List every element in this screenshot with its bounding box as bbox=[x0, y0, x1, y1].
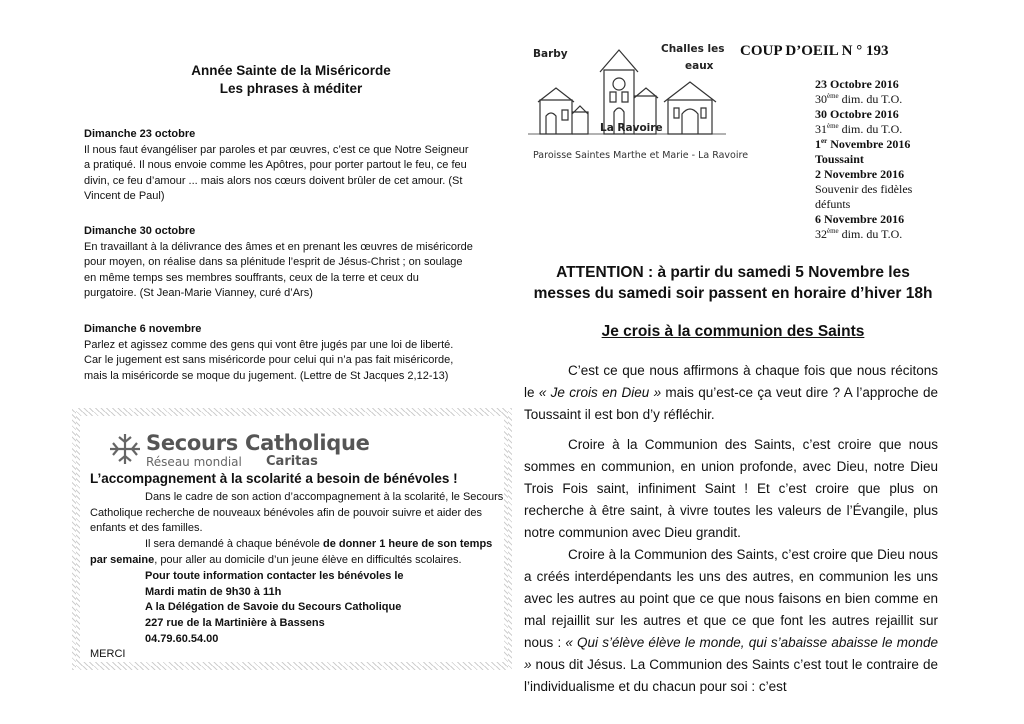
p3-text-a: Croire à la Communion des Saints, c’est croire que Dieu nous a créés interdépendants les uns des autres, en communion les uns avec les autres au point que ce que nous faisons en bien comme en mal rejaillit sur les autres et que ce que font les autres rejaillit sur nous : bbox=[524, 547, 938, 650]
date-detail-text: dim. du T.O. bbox=[838, 92, 903, 106]
ordinal-suffix: er bbox=[821, 137, 828, 145]
date-detail: défunts bbox=[815, 197, 851, 211]
paroisse-caption: Paroisse Saintes Marthe et Marie - La Ravoire bbox=[533, 150, 749, 161]
secours-logo-caritas: Caritas bbox=[266, 454, 318, 469]
phrase-block bbox=[84, 322, 504, 384]
secours-heading: L’accompagnement à la scolarité a besoin de bénévoles ! bbox=[90, 471, 458, 486]
place-challes-line1: Challes les bbox=[661, 43, 725, 55]
phrase-text: En travaillant à la délivrance des âmes et en prenant les œuvres de miséricorde pour moyen, on réalise dans sa plénitude l’esprit de Jésus-Christ ; on soulage en même temps ses membres souffrants, ceux de la terre et ceux du purgatoire. (St Jean-Marie Vianney, curé d’Ars) bbox=[84, 240, 473, 299]
secours-logo-network: Réseau mondial bbox=[146, 455, 242, 469]
secours-merci: MERCI bbox=[90, 648, 126, 660]
ordinal-suffix: ème bbox=[827, 122, 839, 130]
date-item: 23 Octobre 2016 bbox=[815, 77, 899, 91]
left-title-line1: Année Sainte de la Miséricorde bbox=[191, 63, 391, 78]
phrase-block bbox=[84, 224, 504, 302]
date-feast: Toussaint bbox=[815, 152, 864, 166]
phrase-block bbox=[84, 127, 504, 205]
p3-text-b: nous dit Jésus. La Communion des Saints c’est tout le contraire de l’individualisme et du chacun pour soi : c’est bbox=[524, 657, 938, 694]
secours-paragraph-2 bbox=[90, 537, 510, 568]
place-la-ravoire: La Ravoire bbox=[600, 122, 663, 134]
p2-text: Croire à la Communion des Saints, c’est croire que nous sommes en communion, en union profonde, avec Dieu, notre Dieu Trois Fois saint, infiniment Saint ! Et c’est croire que plus on recherche à être saint, à vivre toutes les valeurs de l’Évangile, plus notre communion avec Dieu grandit. bbox=[524, 437, 938, 540]
ordinal-number: 30 bbox=[815, 92, 827, 106]
p2-text-bold: de donner 1 heure de son temps par semaine bbox=[90, 538, 493, 566]
phrase-day: Dimanche 6 novembre bbox=[84, 323, 202, 335]
ordinal-number: 1 bbox=[815, 137, 821, 151]
p2-text-a: Il sera demandé à chaque bénévole bbox=[145, 538, 323, 550]
ordinal-number: 32 bbox=[815, 227, 827, 241]
phrase-day: Dimanche 23 octobre bbox=[84, 128, 196, 140]
contact-line: Pour toute information contacter les bénévoles le bbox=[145, 570, 404, 582]
left-title-line2: Les phrases à méditer bbox=[219, 81, 363, 96]
date-detail-text: dim. du T.O. bbox=[838, 227, 903, 241]
attention-line2: messes du samedi soir passent en horaire d’hiver 18h bbox=[533, 285, 933, 302]
ordinal-number: 31 bbox=[815, 122, 827, 136]
article-paragraph bbox=[524, 360, 938, 426]
date-item-text: Novembre 2016 bbox=[827, 137, 911, 151]
date-item: 2 Novembre 2016 bbox=[815, 167, 905, 181]
phrase-text: Il nous faut évangéliser par paroles et par œuvres, c’est ce que Notre Seigneur a pratiqué. Il nous envoie comme les Apôtres, pour porter partout le feu, ce feu divin, ce feu d’amour ... mais alors nos cœurs doivent brûler de cet amour. (St Vincent de Paul) bbox=[84, 143, 469, 202]
place-barby: Barby bbox=[533, 48, 568, 60]
date-detail bbox=[815, 122, 965, 137]
ordinal-suffix: ème bbox=[827, 227, 839, 235]
contact-line: 227 rue de la Martinière à Bassens bbox=[145, 617, 325, 630]
attention-notice bbox=[524, 262, 942, 304]
article-paragraph bbox=[524, 544, 938, 698]
secours-contact bbox=[145, 569, 505, 648]
date-detail: Souvenir des fidèles bbox=[815, 182, 913, 196]
p1-text-b: mais qu’est-ce ça veut dire ? A l’approche de Toussaint il est bon d’y réfléchir. bbox=[524, 385, 938, 422]
phrase-text: Parlez et agissez comme des gens qui vont être jugés par une loi de liberté. Car le jugement est sans miséricorde pour celui qui n’a pas fait miséricorde, mais la miséricorde se moque du jugement. (Lettre de St Jacques 2,12-13) bbox=[84, 338, 454, 382]
phrase-day: Dimanche 30 octobre bbox=[84, 225, 196, 237]
ordinal-suffix: ème bbox=[827, 92, 839, 100]
date-item bbox=[815, 137, 965, 152]
issue-title: COUP D’OEIL N ° 193 bbox=[740, 43, 889, 59]
date-item: 6 Novembre 2016 bbox=[815, 212, 905, 226]
secours-logo-name: Secours Catholique bbox=[146, 431, 370, 455]
secours-paragraph: Dans le cadre de son action d’accompagnement à la scolarité, le Secours Catholique recherche de nouveaux bénévoles afin de pouvoir suivre et aider des enfants et des familles. bbox=[90, 491, 504, 534]
article-paragraph bbox=[524, 434, 938, 544]
p1-text-a: C’est ce que nous affirmons à chaque fois que nous récitons le bbox=[524, 363, 938, 400]
date-detail bbox=[815, 92, 965, 107]
left-title bbox=[150, 62, 432, 98]
date-detail bbox=[815, 227, 965, 242]
p2-text-c: , pour aller au domicile d’un jeune élève en difficultés scolaires. bbox=[154, 553, 462, 566]
date-detail-text: dim. du T.O. bbox=[838, 122, 903, 136]
contact-line: A la Délégation de Savoie du Secours Catholique bbox=[145, 601, 402, 614]
p1-quote: « Je crois en Dieu » bbox=[538, 385, 662, 400]
secours-catholique-box bbox=[72, 408, 512, 670]
attention-line1: ATTENTION : à partir du samedi 5 Novembre les bbox=[556, 264, 910, 281]
contact-phone: 04.79.60.54.00 bbox=[145, 632, 219, 645]
date-item: 30 Octobre 2016 bbox=[815, 107, 899, 121]
secours-cross-icon bbox=[108, 432, 142, 466]
dates-list bbox=[815, 77, 965, 242]
place-challes-line2: eaux bbox=[685, 60, 714, 72]
p3-quote: « Qui s’élève élève le monde, qui s’abaisse abaisse le monde » bbox=[524, 635, 939, 672]
contact-line: Mardi matin de 9h30 à 11h bbox=[145, 585, 282, 598]
article-title: Je crois à la communion des Saints bbox=[601, 323, 865, 340]
